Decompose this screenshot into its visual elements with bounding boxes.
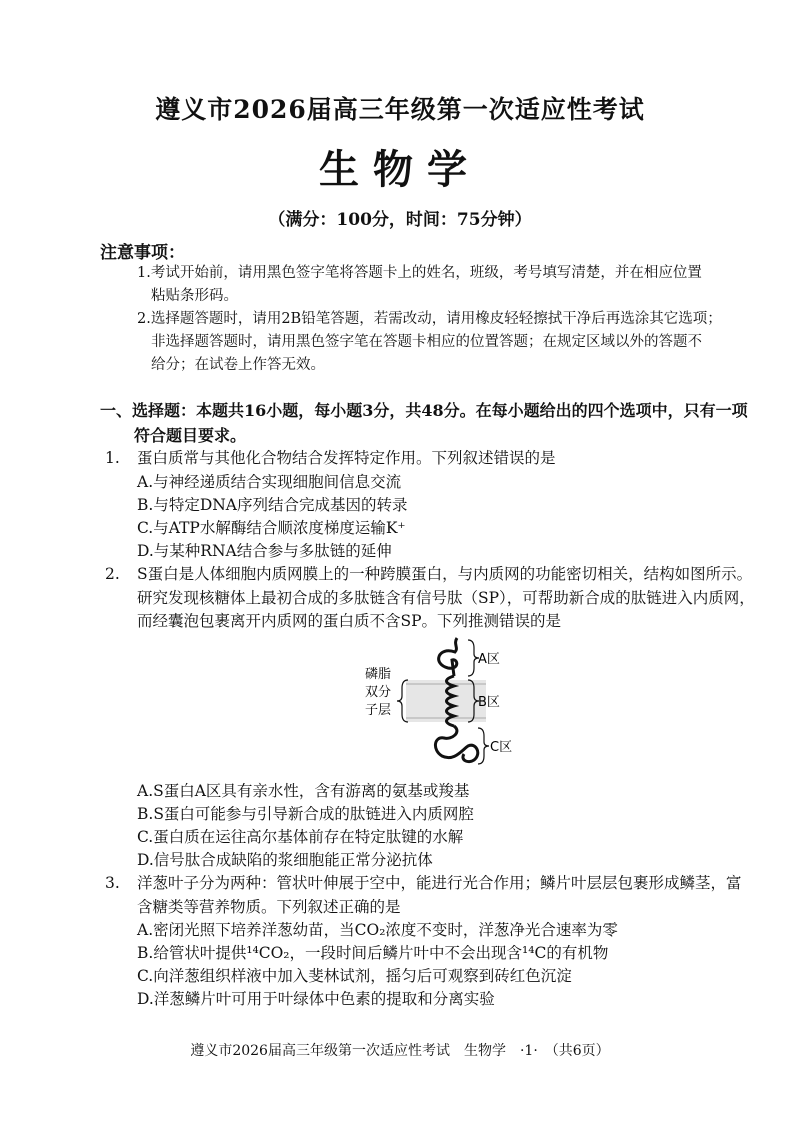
section-line: 符合题目要求。	[134, 426, 247, 445]
option-c: C.与ATP水解酶结合顺浓度梯度运输K⁺	[137, 519, 406, 537]
section-heading	[100, 398, 760, 448]
membrane-label-3: 子层	[365, 703, 392, 718]
question-number: 2.	[105, 565, 120, 583]
question-stem: 研究发现核糖体上最初合成的多肽链含有信号肽（SP），可帮助新合成的肽链进入内质网，	[137, 588, 755, 607]
question-1	[105, 447, 755, 471]
option-b: B.S蛋白可能参与引导新合成的肽链进入内质网腔	[137, 805, 474, 823]
question-stem: S蛋白是人体细胞内质网膜上的一种跨膜蛋白，与内质网的功能密切相关，结构如图所示。	[137, 565, 753, 583]
question-stem: 蛋白质常与其他化合物结合发挥特定作用。下列叙述错误的是	[137, 449, 556, 467]
question-number: 1.	[105, 449, 120, 467]
notice-line: 非选择题答题时，请用黑色签字笔在答题卡相应的位置答题；在规定区域以外的答题不	[151, 334, 702, 350]
question-stem: 而经囊泡包裹离开内质网的蛋白质不含SP。下列推测错误的是	[137, 612, 562, 630]
option-b: B.与特定DNA序列结合完成基因的转录	[137, 496, 408, 514]
region-c-label: C区	[490, 740, 513, 755]
option-d: D.洋葱鳞片叶可用于叶绿体中色素的提取和分离实验	[137, 990, 495, 1008]
region-a-label: A区	[478, 652, 500, 667]
option-c: C.向洋葱组织样液中加入斐林试剂，摇匀后可观察到砖红色沉淀	[137, 967, 572, 985]
region-c-chain	[435, 726, 477, 762]
question-number: 3.	[105, 874, 120, 892]
membrane-label-1: 磷脂	[365, 667, 392, 682]
s-protein-figure	[360, 636, 530, 776]
region-c-bracket	[478, 728, 489, 764]
membrane-label-2: 双分	[365, 685, 392, 700]
s-protein-diagram	[360, 636, 530, 776]
notice-line: 粘贴条形码。	[151, 288, 238, 304]
option-d: D.与某种RNA结合参与多肽链的延伸	[137, 542, 392, 560]
notice-heading: 注意事项：	[100, 243, 185, 263]
exam-meta: （满分：100分，时间：75分钟）	[268, 210, 532, 230]
option-a: A.与神经递质结合实现细胞间信息交流	[137, 473, 402, 491]
notice-line: 1.考试开始前，请用黑色签字笔将答题卡上的姓名，班级，考号填写清楚，并在相应位置	[137, 265, 702, 281]
question-2	[105, 563, 755, 634]
option-a: A.密闭光照下培养洋葱幼苗，当CO₂浓度不变时，洋葱净光合速率为零	[137, 921, 618, 939]
section-line: 一、选择题：本题共16小题，每小题3分，共48分。在每小题给出的四个选项中，只有一项	[100, 401, 748, 420]
question-3	[105, 872, 755, 919]
subject-title: 生物学	[319, 146, 481, 193]
question-stem: 含糖类等营养物质。下列叙述正确的是	[137, 897, 401, 916]
notice-line: 给分；在试卷上作答无效。	[151, 357, 325, 373]
page-footer: 遵义市2026届高三年级第一次适应性考试 生物学 ·1· （共6页）	[190, 1043, 610, 1059]
notice-line: 2.选择题答题时，请用2B铅笔答题，若需改动，请用橡皮轻轻擦拭干净后再选涂其它选项；	[137, 311, 722, 327]
option-c: C.蛋白质在运往高尔基体前存在特定肽键的水解	[137, 828, 464, 846]
exam-title: 遵义市2026届高三年级第一次适应性考试	[155, 95, 645, 124]
notice-item-1	[137, 262, 757, 308]
region-a-chain	[439, 638, 457, 676]
option-d: D.信号肽合成缺陷的浆细胞能正常分泌抗体	[137, 851, 433, 869]
region-b-label: B区	[478, 695, 500, 710]
question-stem: 洋葱叶子分为两种：管状叶伸展于空中，能进行光合作用；鳞片叶层层包裹形成鳞茎，富	[137, 874, 742, 892]
option-b: B.给管状叶提供¹⁴CO₂，一段时间后鳞片叶中不会出现含¹⁴C的有机物	[137, 944, 609, 962]
notice-item-2	[137, 308, 757, 377]
option-a: A.S蛋白A区具有亲水性，含有游离的氨基或羧基	[137, 782, 470, 800]
